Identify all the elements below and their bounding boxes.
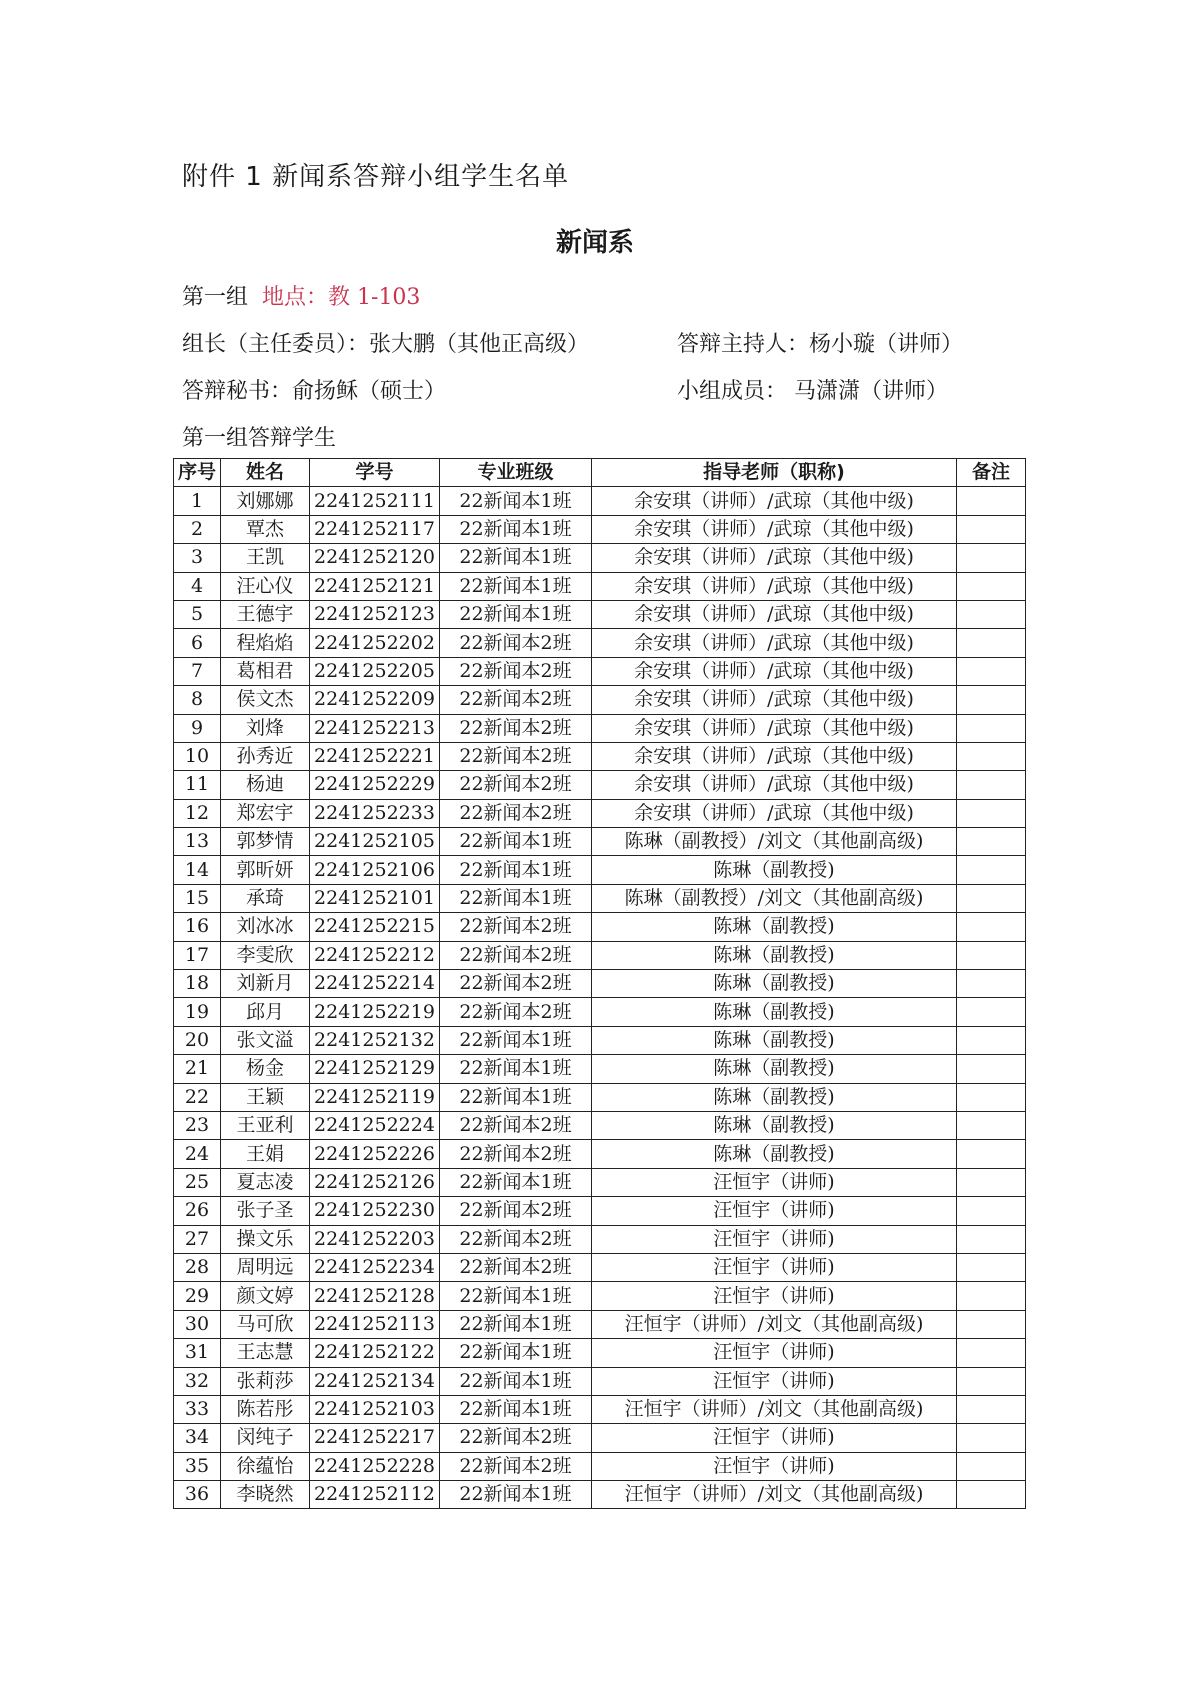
- cell-advisor: 余安琪（讲师）/武琼（其他中级): [592, 714, 957, 742]
- cell-student-id: 2241252205: [310, 657, 440, 685]
- cell-index: 29: [174, 1282, 221, 1310]
- cell-class: 22新闻本2班: [440, 1452, 592, 1480]
- cell-name: 杨迪: [221, 771, 310, 799]
- table-row: [174, 1026, 1026, 1054]
- table-row: [174, 657, 1026, 685]
- cell-advisor: 汪恒宇（讲师）/刘文（其他副高级): [592, 1481, 957, 1509]
- cell-remarks: [957, 1083, 1026, 1111]
- cell-remarks: [957, 771, 1026, 799]
- cell-remarks: [957, 913, 1026, 941]
- cell-class: 22新闻本2班: [440, 629, 592, 657]
- cell-class: 22新闻本2班: [440, 1197, 592, 1225]
- cell-class: 22新闻本2班: [440, 1424, 592, 1452]
- table-row: [174, 1111, 1026, 1139]
- cell-remarks: [957, 799, 1026, 827]
- cell-name: 郭梦情: [221, 828, 310, 856]
- cell-class: 22新闻本1班: [440, 515, 592, 543]
- students-label: 第一组答辩学生: [182, 426, 337, 451]
- cell-student-id: 2241252226: [310, 1140, 440, 1168]
- table-row: [174, 1197, 1026, 1225]
- cell-index: 22: [174, 1083, 221, 1111]
- cell-student-id: 2241252228: [310, 1452, 440, 1480]
- cell-name: 刘娜娜: [221, 487, 310, 515]
- cell-index: 34: [174, 1424, 221, 1452]
- cell-index: 20: [174, 1026, 221, 1054]
- cell-class: 22新闻本1班: [440, 487, 592, 515]
- table-row: [174, 487, 1026, 515]
- cell-advisor: 汪恒宇（讲师): [592, 1282, 957, 1310]
- cell-advisor: 汪恒宇（讲师): [592, 1367, 957, 1395]
- cell-advisor: 汪恒宇（讲师): [592, 1225, 957, 1253]
- cell-name: 郑宏宇: [221, 799, 310, 827]
- table-row: [174, 884, 1026, 912]
- cell-class: 22新闻本2班: [440, 714, 592, 742]
- cell-advisor: 汪恒宇（讲师): [592, 1452, 957, 1480]
- cell-class: 22新闻本1班: [440, 1367, 592, 1395]
- cell-advisor: 汪恒宇（讲师）/刘文（其他副高级): [592, 1310, 957, 1338]
- cell-name: 张莉莎: [221, 1367, 310, 1395]
- cell-index: 25: [174, 1168, 221, 1196]
- cell-remarks: [957, 1367, 1026, 1395]
- table-row: [174, 1424, 1026, 1452]
- cell-name: 夏志凌: [221, 1168, 310, 1196]
- cell-class: 22新闻本1班: [440, 1481, 592, 1509]
- cell-name: 覃杰: [221, 515, 310, 543]
- cell-name: 程焰焰: [221, 629, 310, 657]
- cell-remarks: [957, 1168, 1026, 1196]
- cell-student-id: 2241252122: [310, 1339, 440, 1367]
- cell-student-id: 2241252120: [310, 544, 440, 572]
- cell-student-id: 2241252221: [310, 742, 440, 770]
- table-row: [174, 1282, 1026, 1310]
- cell-name: 张子圣: [221, 1197, 310, 1225]
- cell-class: 22新闻本1班: [440, 828, 592, 856]
- cell-student-id: 2241252202: [310, 629, 440, 657]
- table-row: [174, 1225, 1026, 1253]
- cell-remarks: [957, 856, 1026, 884]
- cell-remarks: [957, 1225, 1026, 1253]
- cell-name: 马可欣: [221, 1310, 310, 1338]
- cell-name: 操文乐: [221, 1225, 310, 1253]
- cell-remarks: [957, 657, 1026, 685]
- cell-advisor: 陈琳（副教授): [592, 998, 957, 1026]
- cell-index: 31: [174, 1339, 221, 1367]
- cell-name: 王志慧: [221, 1339, 310, 1367]
- cell-class: 22新闻本1班: [440, 1055, 592, 1083]
- header-class: 专业班级: [440, 459, 592, 487]
- cell-name: 孙秀近: [221, 742, 310, 770]
- cell-class: 22新闻本1班: [440, 1083, 592, 1111]
- cell-advisor: 陈琳（副教授): [592, 970, 957, 998]
- cell-name: 闵纯子: [221, 1424, 310, 1452]
- cell-student-id: 2241252212: [310, 941, 440, 969]
- cell-class: 22新闻本2班: [440, 657, 592, 685]
- cell-name: 刘冰冰: [221, 913, 310, 941]
- cell-student-id: 2241252106: [310, 856, 440, 884]
- table-row: [174, 1253, 1026, 1281]
- cell-index: 32: [174, 1367, 221, 1395]
- cell-remarks: [957, 686, 1026, 714]
- attachment-title: 附件 1 新闻系答辩小组学生名单: [182, 162, 570, 192]
- cell-student-id: 2241252230: [310, 1197, 440, 1225]
- defense-host: 答辩主持人：杨小璇（讲师）: [677, 332, 964, 357]
- cell-name: 李雯欣: [221, 941, 310, 969]
- cell-advisor: 余安琪（讲师）/武琼（其他中级): [592, 742, 957, 770]
- cell-remarks: [957, 828, 1026, 856]
- table-row: [174, 515, 1026, 543]
- cell-advisor: 陈琳（副教授): [592, 1026, 957, 1054]
- cell-class: 22新闻本1班: [440, 1339, 592, 1367]
- cell-advisor: 陈琳（副教授): [592, 913, 957, 941]
- cell-class: 22新闻本2班: [440, 998, 592, 1026]
- header-student-id: 学号: [310, 459, 440, 487]
- table-row: [174, 1168, 1026, 1196]
- table-row: [174, 941, 1026, 969]
- table-row: [174, 1339, 1026, 1367]
- cell-remarks: [957, 1111, 1026, 1139]
- cell-advisor: 陈琳（副教授): [592, 856, 957, 884]
- cell-advisor: 陈琳（副教授）/刘文（其他副高级): [592, 884, 957, 912]
- cell-name: 邱月: [221, 998, 310, 1026]
- table-row: [174, 856, 1026, 884]
- cell-student-id: 2241252119: [310, 1083, 440, 1111]
- cell-name: 刘烽: [221, 714, 310, 742]
- cell-name: 李晓然: [221, 1481, 310, 1509]
- table-row: [174, 1452, 1026, 1480]
- cell-index: 9: [174, 714, 221, 742]
- cell-student-id: 2241252121: [310, 572, 440, 600]
- cell-student-id: 2241252203: [310, 1225, 440, 1253]
- cell-advisor: 陈琳（副教授）/刘文（其他副高级): [592, 828, 957, 856]
- cell-class: 22新闻本1班: [440, 1026, 592, 1054]
- group-members: 小组成员： 马潇潇（讲师）: [677, 379, 948, 404]
- cell-student-id: 2241252215: [310, 913, 440, 941]
- cell-name: 张文溢: [221, 1026, 310, 1054]
- defense-secretary: 答辩秘书：俞扬稣（硕士）: [182, 379, 447, 404]
- table-row: [174, 799, 1026, 827]
- cell-remarks: [957, 1310, 1026, 1338]
- cell-advisor: 陈琳（副教授): [592, 1140, 957, 1168]
- cell-student-id: 2241252128: [310, 1282, 440, 1310]
- table-row: [174, 600, 1026, 628]
- cell-student-id: 2241252214: [310, 970, 440, 998]
- cell-index: 28: [174, 1253, 221, 1281]
- cell-name: 郭昕妍: [221, 856, 310, 884]
- table-row: [174, 1140, 1026, 1168]
- cell-index: 15: [174, 884, 221, 912]
- cell-index: 24: [174, 1140, 221, 1168]
- cell-student-id: 2241252217: [310, 1424, 440, 1452]
- cell-student-id: 2241252126: [310, 1168, 440, 1196]
- cell-class: 22新闻本2班: [440, 1225, 592, 1253]
- cell-remarks: [957, 600, 1026, 628]
- cell-index: 6: [174, 629, 221, 657]
- cell-remarks: [957, 884, 1026, 912]
- cell-name: 王颖: [221, 1083, 310, 1111]
- cell-student-id: 2241252132: [310, 1026, 440, 1054]
- cell-class: 22新闻本2班: [440, 1253, 592, 1281]
- table-row: [174, 544, 1026, 572]
- cell-student-id: 2241252103: [310, 1395, 440, 1423]
- cell-index: 11: [174, 771, 221, 799]
- cell-advisor: 陈琳（副教授): [592, 1083, 957, 1111]
- cell-index: 2: [174, 515, 221, 543]
- cell-advisor: 余安琪（讲师）/武琼（其他中级): [592, 657, 957, 685]
- cell-index: 27: [174, 1225, 221, 1253]
- cell-advisor: 汪恒宇（讲师): [592, 1339, 957, 1367]
- cell-index: 14: [174, 856, 221, 884]
- cell-advisor: 余安琪（讲师）/武琼（其他中级): [592, 544, 957, 572]
- table-row: [174, 771, 1026, 799]
- table-row: [174, 686, 1026, 714]
- cell-index: 8: [174, 686, 221, 714]
- cell-advisor: 汪恒宇（讲师）/刘文（其他副高级): [592, 1395, 957, 1423]
- cell-student-id: 2241252219: [310, 998, 440, 1026]
- cell-advisor: 余安琪（讲师）/武琼（其他中级): [592, 572, 957, 600]
- cell-class: 22新闻本2班: [440, 970, 592, 998]
- cell-remarks: [957, 515, 1026, 543]
- cell-advisor: 陈琳（副教授): [592, 941, 957, 969]
- cell-index: 23: [174, 1111, 221, 1139]
- cell-name: 王亚利: [221, 1111, 310, 1139]
- cell-advisor: 汪恒宇（讲师): [592, 1253, 957, 1281]
- cell-remarks: [957, 1026, 1026, 1054]
- cell-index: 10: [174, 742, 221, 770]
- cell-name: 周明远: [221, 1253, 310, 1281]
- header-index: 序号: [174, 459, 221, 487]
- cell-name: 王德宇: [221, 600, 310, 628]
- cell-name: 颜文婷: [221, 1282, 310, 1310]
- cell-index: 3: [174, 544, 221, 572]
- table-row: [174, 998, 1026, 1026]
- cell-class: 22新闻本1班: [440, 572, 592, 600]
- cell-name: 陈若彤: [221, 1395, 310, 1423]
- cell-name: 杨金: [221, 1055, 310, 1083]
- cell-advisor: 余安琪（讲师）/武琼（其他中级): [592, 600, 957, 628]
- group-heading: [182, 280, 420, 311]
- table-body: [174, 487, 1026, 1509]
- cell-advisor: 余安琪（讲师）/武琼（其他中级): [592, 487, 957, 515]
- cell-remarks: [957, 572, 1026, 600]
- cell-advisor: 陈琳（副教授): [592, 1111, 957, 1139]
- cell-remarks: [957, 1452, 1026, 1480]
- cell-class: 22新闻本2班: [440, 913, 592, 941]
- cell-index: 36: [174, 1481, 221, 1509]
- cell-class: 22新闻本2班: [440, 686, 592, 714]
- cell-class: 22新闻本2班: [440, 799, 592, 827]
- table-row: [174, 828, 1026, 856]
- table-row: [174, 970, 1026, 998]
- cell-advisor: 汪恒宇（讲师): [592, 1424, 957, 1452]
- table-row: [174, 1083, 1026, 1111]
- cell-advisor: 陈琳（副教授): [592, 1055, 957, 1083]
- table-row: [174, 629, 1026, 657]
- cell-remarks: [957, 1424, 1026, 1452]
- header-name: 姓名: [221, 459, 310, 487]
- cell-class: 22新闻本1班: [440, 1168, 592, 1196]
- cell-index: 12: [174, 799, 221, 827]
- cell-index: 33: [174, 1395, 221, 1423]
- cell-remarks: [957, 1481, 1026, 1509]
- cell-student-id: 2241252112: [310, 1481, 440, 1509]
- cell-class: 22新闻本1班: [440, 856, 592, 884]
- cell-name: 王凯: [221, 544, 310, 572]
- cell-student-id: 2241252129: [310, 1055, 440, 1083]
- table-header-row: [174, 459, 1026, 487]
- cell-index: 21: [174, 1055, 221, 1083]
- cell-name: 王娟: [221, 1140, 310, 1168]
- cell-class: 22新闻本2班: [440, 1111, 592, 1139]
- cell-remarks: [957, 1140, 1026, 1168]
- table-row: [174, 1055, 1026, 1083]
- table-row: [174, 742, 1026, 770]
- cell-index: 19: [174, 998, 221, 1026]
- cell-remarks: [957, 998, 1026, 1026]
- cell-remarks: [957, 1055, 1026, 1083]
- cell-advisor: 汪恒宇（讲师): [592, 1168, 957, 1196]
- cell-name: 承琦: [221, 884, 310, 912]
- cell-remarks: [957, 1339, 1026, 1367]
- cell-index: 30: [174, 1310, 221, 1338]
- cell-student-id: 2241252233: [310, 799, 440, 827]
- cell-student-id: 2241252111: [310, 487, 440, 515]
- header-remarks: 备注: [957, 459, 1026, 487]
- cell-student-id: 2241252209: [310, 686, 440, 714]
- cell-student-id: 2241252105: [310, 828, 440, 856]
- cell-remarks: [957, 629, 1026, 657]
- table-row: [174, 913, 1026, 941]
- cell-name: 徐蕴怡: [221, 1452, 310, 1480]
- group-name: 第一组: [182, 285, 249, 310]
- group-leader: 组长（主任委员）：张大鹏（其他正高级）: [182, 332, 590, 357]
- cell-advisor: 余安琪（讲师）/武琼（其他中级): [592, 629, 957, 657]
- cell-student-id: 2241252113: [310, 1310, 440, 1338]
- cell-remarks: [957, 544, 1026, 572]
- cell-advisor: 余安琪（讲师）/武琼（其他中级): [592, 799, 957, 827]
- cell-class: 22新闻本2班: [440, 771, 592, 799]
- cell-index: 17: [174, 941, 221, 969]
- cell-student-id: 2241252134: [310, 1367, 440, 1395]
- table-row: [174, 1367, 1026, 1395]
- cell-class: 22新闻本2班: [440, 742, 592, 770]
- cell-advisor: 余安琪（讲师）/武琼（其他中级): [592, 686, 957, 714]
- cell-remarks: [957, 970, 1026, 998]
- cell-name: 刘新月: [221, 970, 310, 998]
- cell-remarks: [957, 1197, 1026, 1225]
- cell-advisor: 汪恒宇（讲师): [592, 1197, 957, 1225]
- cell-student-id: 2241252234: [310, 1253, 440, 1281]
- cell-class: 22新闻本2班: [440, 941, 592, 969]
- cell-remarks: [957, 742, 1026, 770]
- cell-student-id: 2241252229: [310, 771, 440, 799]
- cell-name: 葛相君: [221, 657, 310, 685]
- table-row: [174, 1310, 1026, 1338]
- table-row: [174, 714, 1026, 742]
- group-location: 地点：教 1-103: [262, 285, 421, 310]
- cell-index: 4: [174, 572, 221, 600]
- cell-advisor: 余安琪（讲师）/武琼（其他中级): [592, 771, 957, 799]
- cell-remarks: [957, 1282, 1026, 1310]
- table-row: [174, 572, 1026, 600]
- student-table: [173, 458, 1026, 1509]
- cell-index: 16: [174, 913, 221, 941]
- cell-class: 22新闻本1班: [440, 600, 592, 628]
- cell-name: 侯文杰: [221, 686, 310, 714]
- cell-remarks: [957, 714, 1026, 742]
- header-advisor: 指导老师（职称): [592, 459, 957, 487]
- cell-student-id: 2241252101: [310, 884, 440, 912]
- cell-remarks: [957, 1253, 1026, 1281]
- cell-class: 22新闻本1班: [440, 1395, 592, 1423]
- cell-student-id: 2241252224: [310, 1111, 440, 1139]
- table-row: [174, 1481, 1026, 1509]
- department-title: 新闻系: [555, 228, 634, 258]
- cell-student-id: 2241252213: [310, 714, 440, 742]
- cell-class: 22新闻本1班: [440, 1310, 592, 1338]
- cell-index: 18: [174, 970, 221, 998]
- cell-remarks: [957, 1395, 1026, 1423]
- cell-student-id: 2241252117: [310, 515, 440, 543]
- cell-class: 22新闻本2班: [440, 1140, 592, 1168]
- cell-class: 22新闻本1班: [440, 884, 592, 912]
- cell-index: 13: [174, 828, 221, 856]
- cell-index: 7: [174, 657, 221, 685]
- cell-name: 汪心仪: [221, 572, 310, 600]
- cell-class: 22新闻本1班: [440, 1282, 592, 1310]
- cell-index: 5: [174, 600, 221, 628]
- cell-index: 26: [174, 1197, 221, 1225]
- table-row: [174, 1395, 1026, 1423]
- cell-student-id: 2241252123: [310, 600, 440, 628]
- cell-index: 1: [174, 487, 221, 515]
- cell-remarks: [957, 487, 1026, 515]
- cell-advisor: 余安琪（讲师）/武琼（其他中级): [592, 515, 957, 543]
- cell-index: 35: [174, 1452, 221, 1480]
- cell-class: 22新闻本1班: [440, 544, 592, 572]
- cell-remarks: [957, 941, 1026, 969]
